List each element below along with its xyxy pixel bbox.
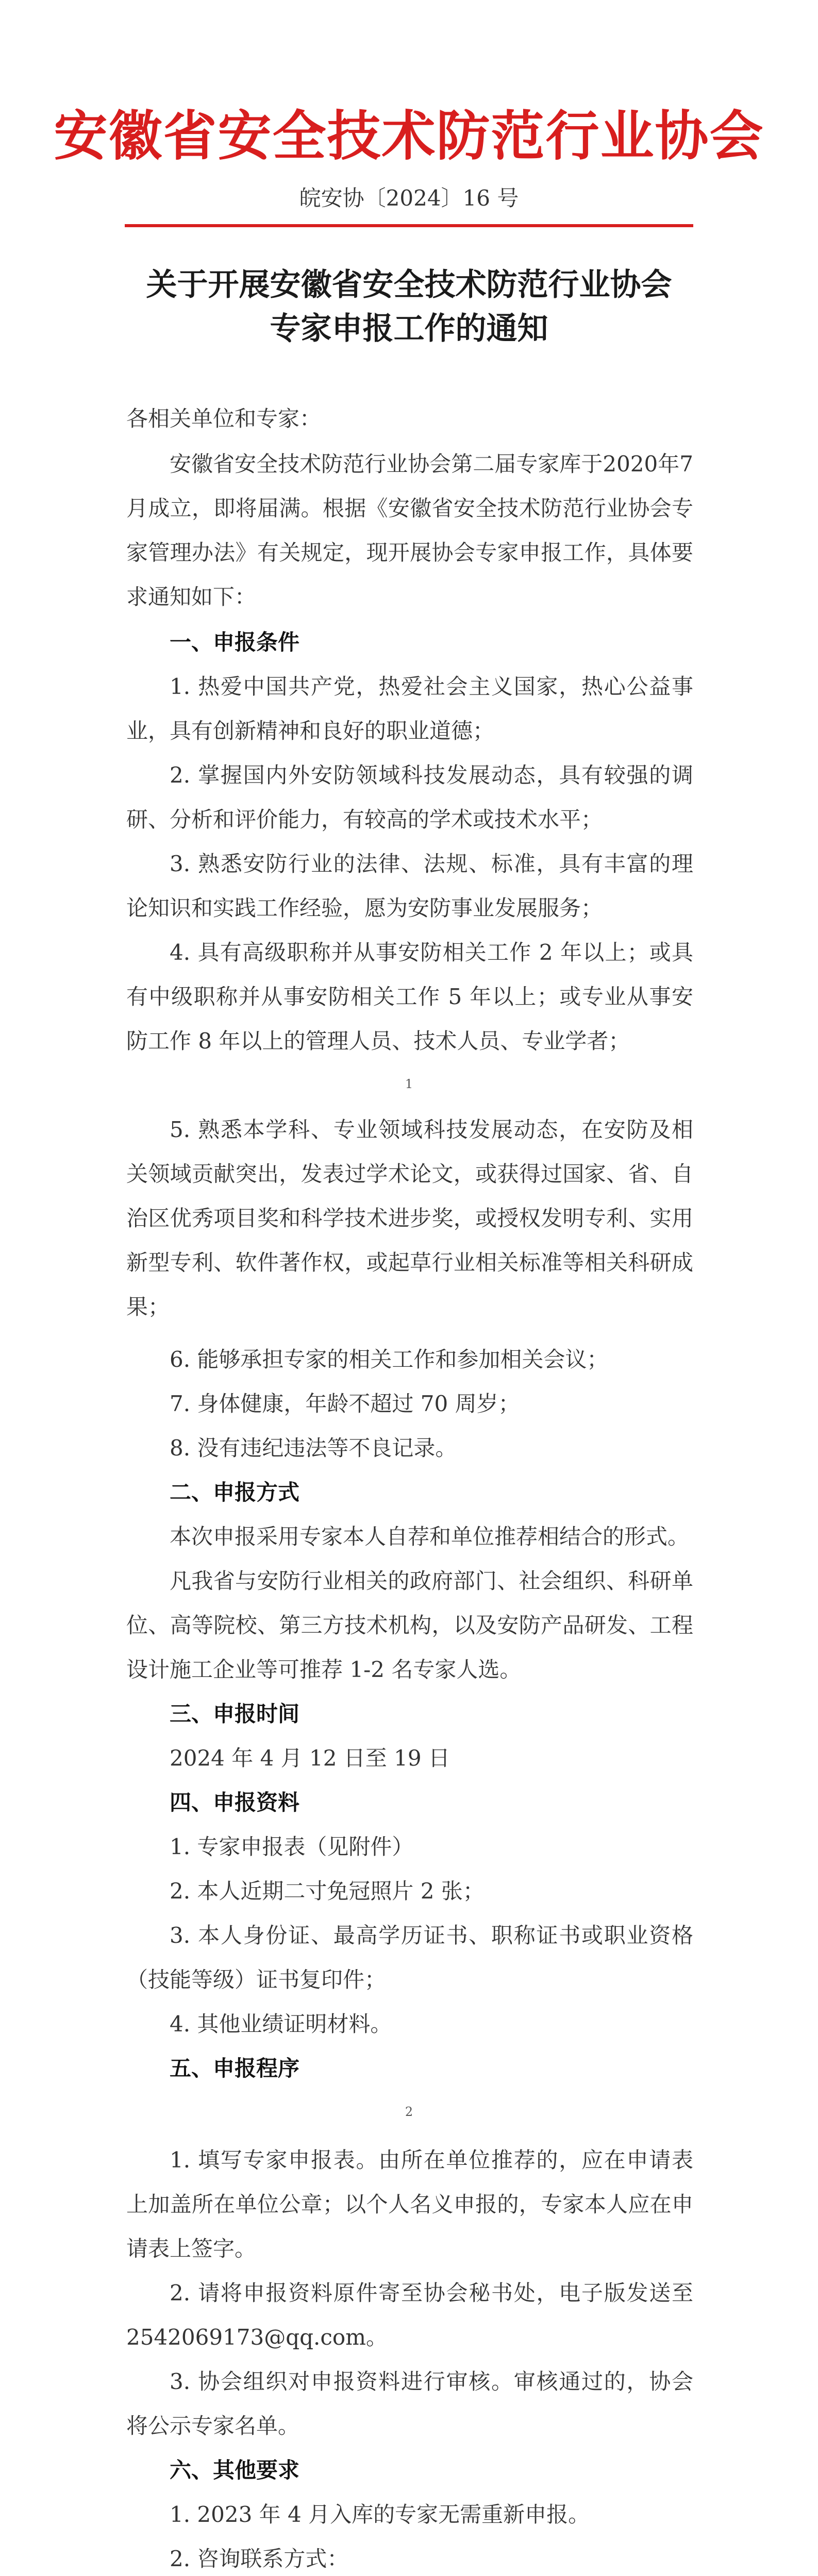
section-heading: 三、申报时间 [170,1701,300,1726]
list-item: 1. 2023 年 4 月入库的专家无需重新申报。 [170,2502,590,2527]
page-number: 2 [405,2105,413,2119]
header-red-rule [125,224,693,227]
list-item: 1. 专家申报表（见附件） [170,1834,414,1859]
document-title-line-1: 关于开展安徽省安全技术防范行业协会 [146,267,672,303]
list-item: 4. 其他业绩证明材料。 [170,2011,392,2037]
list-item: 8. 没有违纪违法等不良记录。 [170,1435,457,1461]
list-item: 3. 本人身份证、最高学历证书、职称证书或职业资格（技能等级）证书复印件； [126,1923,693,1992]
list-item: 2. 咨询联系方式： [170,2546,349,2571]
list-item: 5. 熟悉本学科、专业领域科技发展动态，在安防及相关领域贡献突出，发表过学术论文，或获得过国家、省、自治区优秀项目奖和科学技术进步奖，或授权发明专利、实用新型专利、软件著作权，或起草行业相关标准等相关科研成果； [126,1117,693,1319]
document-number: 皖安协〔2024〕16 号 [299,185,519,211]
list-item: 2. 本人近期二寸免冠照片 2 张； [170,1878,485,1904]
section-heading: 五、申报程序 [170,2056,300,2081]
org-header-title: 安徽省安全技术防范行业协会 [54,105,764,167]
page-number: 1 [405,1077,413,1091]
document-title-line-2: 专家申报工作的通知 [270,311,548,347]
list-item: 7. 身体健康，年龄不超过 70 周岁； [170,1391,520,1416]
intro-paragraph: 安徽省安全技术防范行业协会第二届专家库于2020年7月成立，即将届满。根据《安徽省安全技术防范行业协会专家管理办法》有关规定，现开展协会专家申报工作，具体要求通知如下： [126,451,693,609]
section-paragraph: 2024 年 4 月 12 日至 19 日 [170,1745,450,1771]
list-item: 3. 熟悉安防行业的法律、法规、标准，具有丰富的理论知识和实践工作经验，愿为安防事业发展服务； [126,851,693,921]
list-item: 2. 请将申报资料原件寄至协会秘书处，电子版发送至2542069173@qq.com。 [126,2280,693,2350]
section-heading: 二、申报方式 [170,1480,300,1505]
list-item: 1. 填写专家申报表。由所在单位推荐的，应在申请表上加盖所在单位公章；以个人名义申报的，专家本人应在申请表上签字。 [126,2147,693,2261]
list-item: 6. 能够承担专家的相关工作和参加相关会议； [170,1347,609,1372]
list-item: 3. 协会组织对申报资料进行审核。审核通过的，协会将公示专家名单。 [126,2369,693,2438]
list-item: 1. 热爱中国共产党，热爱社会主义国家，热心公益事业，具有创新精神和良好的职业道德； [126,674,693,743]
list-item: 2. 掌握国内外安防领域科技发展动态，具有较强的调研、分析和评价能力，有较高的学术或技术水平； [126,762,693,832]
section-heading: 四、申报资料 [170,1790,300,1815]
section-paragraph: 本次申报采用专家本人自荐和单位推荐相结合的形式。 [170,1524,690,1549]
salutation: 各相关单位和专家： [126,406,322,431]
section-heading: 六、其他要求 [170,2458,300,2483]
list-item: 4. 具有高级职称并从事安防相关工作 2 年以上；或具有中级职称并从事安防相关工作 5 年以上；或专业从事安防工作 8 年以上的管理人员、技术人员、专业学者； [126,940,693,1054]
section-paragraph: 凡我省与安防行业相关的政府部门、社会组织、科研单位、高等院校、第三方技术机构，以及安防产品研发、工程设计施工企业等可推荐 1-2 名专家人选。 [126,1568,693,1682]
section-heading: 一、申报条件 [170,630,300,655]
